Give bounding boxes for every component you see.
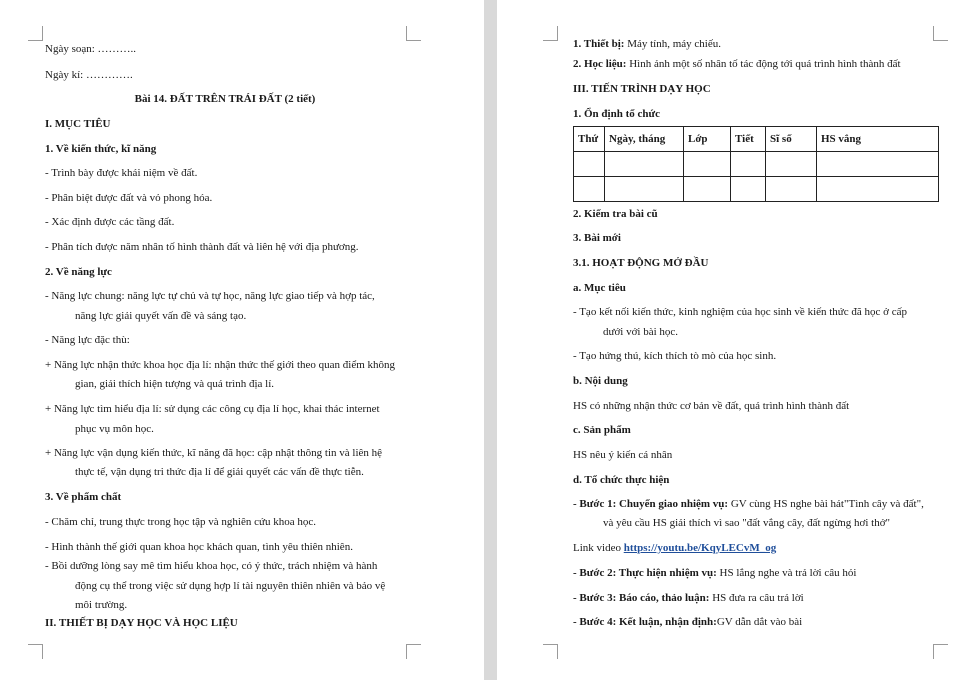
competence-item: - Năng lực đặc thù:: [45, 334, 130, 346]
video-link-line: [573, 542, 776, 555]
step-1: [573, 498, 924, 511]
table-cell: [817, 152, 939, 177]
objective-item: - Tạo hứng thú, kích thích tò mò của học sinh.: [573, 350, 777, 362]
table-cell: [605, 177, 684, 202]
table-header-cell: Tiết: [731, 127, 766, 152]
quality-item: - Chăm chỉ, trung thực trong học tập và nghiên cứu khoa học.: [45, 516, 316, 528]
product-text: HS nêu ý kiến cá nhân: [573, 449, 673, 461]
equipment-text: Máy tính, máy chiếu.: [624, 38, 721, 50]
table-cell: [574, 152, 605, 177]
table-cell: [766, 177, 817, 202]
heading-c-product: c. Sản phẩm: [573, 424, 631, 436]
heading-a-objective: a. Mục tiêu: [573, 282, 626, 294]
corner-mark-top-left: [28, 26, 43, 41]
heading-knowledge: 1. Về kiến thức, kĩ năng: [45, 143, 157, 155]
video-link[interactable]: https://youtu.be/KqyLECvM_og: [623, 542, 777, 554]
heading-process: III. TIẾN TRÌNH DẠY HỌC: [573, 83, 711, 95]
knowledge-item: - Xác định được các tầng đất.: [45, 216, 175, 228]
corner-mark-top-right: [933, 26, 948, 41]
document-page-right: [497, 0, 973, 680]
table-header-row: [574, 127, 939, 152]
quality-item: - Hình thành thế giới quan khoa học khách quan, tình yêu thiên nhiên.: [45, 541, 353, 553]
competence-item: - Năng lực chung: năng lực tự chủ và tự học, năng lực giao tiếp và hợp tác,: [45, 290, 375, 302]
table-row: [574, 177, 939, 202]
table-cell: [731, 152, 766, 177]
competence-item: + Năng lực vận dụng kiến thức, kĩ năng đã học: cập nhật thông tin và liên hệ: [45, 447, 383, 459]
step-1-cont: và yêu cầu HS giải thích vì sao "đất vắng cây, đất ngừng hơi thở": [603, 517, 891, 529]
objective-item-cont: dưới với bài học.: [603, 326, 679, 338]
knowledge-item: - Trình bày được khái niệm về đất.: [45, 167, 198, 179]
date-signed: Ngày kí: ………….: [45, 69, 133, 81]
heading-competence: 2. Về năng lực: [45, 266, 112, 278]
step-4-text: GV dẫn dắt vào bài: [716, 616, 803, 628]
quality-item-cont: môi trường.: [75, 599, 128, 611]
table-cell: [574, 177, 605, 202]
knowledge-item: - Phân biệt được đất và vỏ phong hóa.: [45, 192, 213, 204]
table-cell: [684, 152, 731, 177]
date-prepared: Ngày soạn: ………..: [45, 43, 137, 55]
table-cell: [731, 177, 766, 202]
heading-organization: 1. Ổn định tổ chức: [573, 108, 660, 120]
knowledge-item: - Phân tích được năm nhân tố hình thành đất và liên hệ với địa phương.: [45, 241, 359, 253]
table-header-cell: HS vắng: [817, 127, 939, 152]
table-row: [574, 152, 939, 177]
attendance-table: [573, 126, 939, 202]
step-2: [573, 567, 856, 580]
table-header-cell: Ngày, tháng: [605, 127, 684, 152]
corner-mark-bottom-left: [28, 644, 43, 659]
materials-line: [573, 58, 901, 71]
equipment-label: 1. Thiết bị:: [573, 38, 625, 50]
video-link-label: Link video: [573, 542, 624, 554]
equipment-line: [573, 38, 721, 51]
materials-label: 2. Học liệu:: [573, 58, 627, 70]
corner-mark-bottom-right: [933, 644, 948, 659]
heading-b-content: b. Nội dung: [573, 375, 628, 387]
table-cell: [817, 177, 939, 202]
heading-objectives: I. MỤC TIÊU: [45, 118, 111, 130]
heading-qualities: 3. Về phẩm chất: [45, 491, 122, 503]
table-cell: [766, 152, 817, 177]
table-header-cell: Lớp: [684, 127, 731, 152]
quality-item: - Bồi dưỡng lòng say mê tìm hiểu khoa học, có ý thức, trách nhiệm và hành: [45, 560, 378, 572]
lesson-title: Bài 14. ĐẤT TRÊN TRÁI ĐẤT (2 tiết): [134, 93, 316, 105]
heading-new-lesson: 3. Bài mới: [573, 232, 621, 244]
step-3: [573, 592, 804, 605]
quality-item-cont: động cụ thể trong việc sử dụng hợp lí tài nguyên thiên nhiên và bảo vệ: [75, 580, 386, 592]
table-cell: [605, 152, 684, 177]
table-header-cell: Sĩ số: [766, 127, 817, 152]
heading-review: 2. Kiểm tra bài cũ: [573, 208, 658, 220]
step-1-label: - Bước 1: Chuyển giao nhiệm vụ:: [573, 498, 729, 510]
heading-warmup: 3.1. HOẠT ĐỘNG MỞ ĐẦU: [573, 257, 709, 269]
table-cell: [684, 177, 731, 202]
heading-d-organize: d. Tổ chức thực hiện: [573, 474, 670, 486]
step-3-label: - Bước 3: Báo cáo, thảo luận:: [573, 592, 710, 604]
table-header-cell: Thứ: [574, 127, 605, 152]
competence-item: + Năng lực nhận thức khoa học địa lí: nhận thức thế giới theo quan điểm không: [45, 359, 396, 371]
corner-mark-top-left: [543, 26, 558, 41]
corner-mark-top-right: [406, 26, 421, 41]
heading-equipment: II. THIẾT BỊ DẠY HỌC VÀ HỌC LIỆU: [45, 617, 238, 629]
corner-mark-bottom-left: [543, 644, 558, 659]
competence-item: + Năng lực tìm hiểu địa lí: sử dụng các công cụ địa lí học, khai thác internet: [45, 403, 380, 415]
objective-item: - Tạo kết nối kiến thức, kinh nghiệm của học sinh về kiến thức đã học ở cấp: [573, 306, 908, 318]
competence-item-cont: thực tế, vận dụng tri thức địa lí để giải quyết các vấn đề thực tiễn.: [75, 466, 364, 478]
step-1-text: GV cùng HS nghe bài hát"Tình cây và đất",: [728, 498, 924, 510]
competence-item-cont: phục vụ môn học.: [75, 423, 154, 435]
step-3-text: HS đưa ra câu trả lời: [709, 592, 804, 604]
document-page-left: [0, 0, 484, 680]
step-2-text: HS lắng nghe và trả lời câu hỏi: [716, 567, 857, 579]
page-gutter: [484, 0, 497, 680]
competence-item-cont: gian, giải thích hiện tượng và quá trình địa lí.: [75, 378, 275, 390]
step-4-label: - Bước 4: Kết luận, nhận định:: [573, 616, 717, 628]
step-4: [573, 616, 802, 629]
corner-mark-bottom-right: [406, 644, 421, 659]
step-2-label: - Bước 2: Thực hiện nhiệm vụ:: [573, 567, 717, 579]
competence-item-cont: năng lực giải quyết vấn đề và sáng tạo.: [75, 310, 247, 322]
materials-text: Hình ảnh một số nhân tố tác động tới quá trình hình thành đất: [626, 58, 901, 70]
content-text: HS có những nhận thức cơ bản về đất, quá trình hình thành đất: [573, 400, 850, 412]
